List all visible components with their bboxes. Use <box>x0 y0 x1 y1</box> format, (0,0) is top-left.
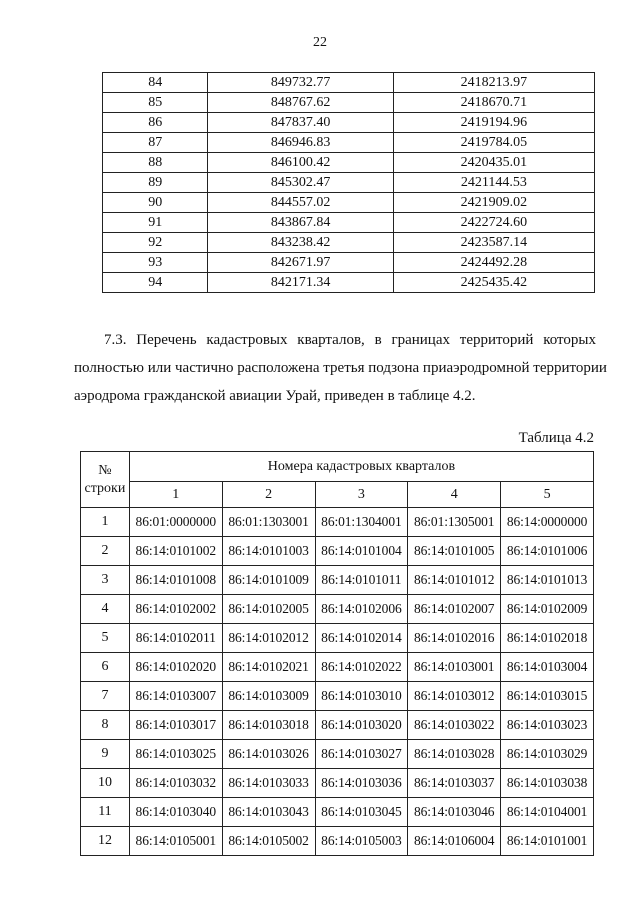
cadastral-number-cell: 86:14:0103018 <box>222 711 315 740</box>
cadastral-number-cell: 86:14:0103001 <box>408 653 501 682</box>
table-cell-x: 846946.83 <box>208 133 393 153</box>
cadastral-number-cell: 86:14:0101006 <box>501 537 594 566</box>
cadastral-number-cell: 86:14:0101011 <box>315 566 408 595</box>
table-cell-n: 90 <box>103 193 208 213</box>
table-row <box>103 133 595 153</box>
cadastral-number-cell: 86:14:0103036 <box>315 769 408 798</box>
table-cell-x: 849732.77 <box>208 73 393 93</box>
cadastral-number-cell: 86:14:0102022 <box>315 653 408 682</box>
table-row <box>103 233 595 253</box>
table-cell-y: 2423587.14 <box>393 233 594 253</box>
table-row <box>81 711 594 740</box>
table-cell-n: 84 <box>103 73 208 93</box>
table-row <box>103 193 595 213</box>
table-row <box>103 93 595 113</box>
table-cell-n: 92 <box>103 233 208 253</box>
cadastral-number-cell: 86:14:0101008 <box>129 566 222 595</box>
column-header-3: 3 <box>315 482 408 508</box>
row-number-header-label: № строки <box>84 462 126 496</box>
table-cell-x: 847837.40 <box>208 113 393 133</box>
coordinates-table <box>102 72 595 293</box>
cadastral-number-cell: 86:14:0103028 <box>408 740 501 769</box>
table-row <box>81 508 594 537</box>
table-row <box>81 595 594 624</box>
table-row <box>103 253 595 273</box>
cadastral-number-cell: 86:14:0102009 <box>501 595 594 624</box>
cadastral-number-cell: 86:14:0102012 <box>222 624 315 653</box>
cadastral-number-cell: 86:14:0103009 <box>222 682 315 711</box>
table-cell-n: 86 <box>103 113 208 133</box>
table-row <box>81 682 594 711</box>
table-cell-y: 2419784.05 <box>393 133 594 153</box>
cadastral-number-cell: 86:14:0106004 <box>408 827 501 856</box>
table-row <box>81 537 594 566</box>
cadastral-number-cell: 86:14:0101001 <box>501 827 594 856</box>
table-cell-y: 2422724.60 <box>393 213 594 233</box>
paragraph-7-3 <box>74 326 607 410</box>
cadastral-number-cell: 86:14:0000000 <box>501 508 594 537</box>
cadastral-number-cell: 86:14:0101013 <box>501 566 594 595</box>
cadastral-number-cell: 86:14:0105003 <box>315 827 408 856</box>
cadastral-number-cell: 86:14:0103023 <box>501 711 594 740</box>
table-cell-y: 2425435.42 <box>393 273 594 293</box>
cadastral-number-cell: 86:14:0103012 <box>408 682 501 711</box>
cadastral-number-cell: 86:14:0103040 <box>129 798 222 827</box>
cadastral-number-cell: 86:14:0103045 <box>315 798 408 827</box>
table-cell-x: 842171.34 <box>208 273 393 293</box>
page-number: 22 <box>313 35 327 50</box>
row-number: 2 <box>81 537 130 566</box>
table-cell-y: 2424492.28 <box>393 253 594 273</box>
table-cell-x: 843867.84 <box>208 213 393 233</box>
cadastral-number-cell: 86:14:0103015 <box>501 682 594 711</box>
table-cell-y: 2418670.71 <box>393 93 594 113</box>
table-cell-n: 93 <box>103 253 208 273</box>
table-cell-x: 842671.97 <box>208 253 393 273</box>
table-cell-x: 848767.62 <box>208 93 393 113</box>
table-cell-y: 2420435.01 <box>393 153 594 173</box>
cadastral-number-cell: 86:14:0101012 <box>408 566 501 595</box>
table-row <box>81 798 594 827</box>
table-cell-y: 2419194.96 <box>393 113 594 133</box>
cadastral-number-cell: 86:14:0105001 <box>129 827 222 856</box>
row-number: 11 <box>81 798 130 827</box>
cadastral-number-cell: 86:14:0104001 <box>501 798 594 827</box>
cadastral-number-cell: 86:14:0103033 <box>222 769 315 798</box>
paragraph-line: 7.3. Перечень кадастровых кварталов, в границах территорий которых <box>104 332 596 348</box>
cadastral-number-cell: 86:14:0101002 <box>129 537 222 566</box>
paragraph-line: аэродрома гражданской авиации Урай, приведен в таблице 4.2. <box>74 388 476 404</box>
cadastral-number-cell: 86:14:0103020 <box>315 711 408 740</box>
cadastral-number-cell: 86:14:0102002 <box>129 595 222 624</box>
table-row <box>81 653 594 682</box>
cadastral-number-cell: 86:01:0000000 <box>129 508 222 537</box>
cadastral-number-cell: 86:14:0103025 <box>129 740 222 769</box>
row-number-header <box>81 452 130 508</box>
table-row <box>103 73 595 93</box>
cadastral-number-cell: 86:14:0103010 <box>315 682 408 711</box>
cadastral-quarters-table <box>80 451 594 856</box>
table-cell-y: 2418213.97 <box>393 73 594 93</box>
table-cell-x: 844557.02 <box>208 193 393 213</box>
cadastral-number-cell: 86:14:0103046 <box>408 798 501 827</box>
table-cell-n: 85 <box>103 93 208 113</box>
row-number: 9 <box>81 740 130 769</box>
cadastral-number-cell: 86:14:0103032 <box>129 769 222 798</box>
cadastral-number-cell: 86:14:0102018 <box>501 624 594 653</box>
column-header-1: 1 <box>129 482 222 508</box>
row-number: 12 <box>81 827 130 856</box>
table-row <box>103 173 595 193</box>
table-cell-x: 843238.42 <box>208 233 393 253</box>
cadastral-number-cell: 86:01:1305001 <box>408 508 501 537</box>
table-cell-n: 94 <box>103 273 208 293</box>
table-cell-n: 89 <box>103 173 208 193</box>
table-row <box>103 213 595 233</box>
row-number: 3 <box>81 566 130 595</box>
cadastral-number-cell: 86:14:0102016 <box>408 624 501 653</box>
cadastral-number-cell: 86:14:0103026 <box>222 740 315 769</box>
paragraph-line: полностью или частично расположена третья подзона приаэродромной территории <box>74 360 607 376</box>
table-cell-y: 2421144.53 <box>393 173 594 193</box>
column-header-5: 5 <box>501 482 594 508</box>
row-number: 10 <box>81 769 130 798</box>
table-cell-n: 91 <box>103 213 208 233</box>
cadastral-number-cell: 86:14:0101009 <box>222 566 315 595</box>
group-header: Номера кадастровых кварталов <box>129 452 593 482</box>
table-row <box>103 273 595 293</box>
cadastral-number-cell: 86:14:0103029 <box>501 740 594 769</box>
cadastral-number-cell: 86:14:0101004 <box>315 537 408 566</box>
column-header-2: 2 <box>222 482 315 508</box>
table-row <box>81 624 594 653</box>
row-number: 8 <box>81 711 130 740</box>
cadastral-number-cell: 86:14:0103027 <box>315 740 408 769</box>
cadastral-number-cell: 86:14:0103017 <box>129 711 222 740</box>
cadastral-number-cell: 86:14:0101005 <box>408 537 501 566</box>
cadastral-number-cell: 86:14:0103043 <box>222 798 315 827</box>
cadastral-number-cell: 86:14:0102011 <box>129 624 222 653</box>
cadastral-number-cell: 86:14:0103038 <box>501 769 594 798</box>
table-cell-x: 845302.47 <box>208 173 393 193</box>
table-row <box>103 113 595 133</box>
cadastral-number-cell: 86:14:0102014 <box>315 624 408 653</box>
cadastral-number-cell: 86:14:0102005 <box>222 595 315 624</box>
row-number: 1 <box>81 508 130 537</box>
table-cell-n: 88 <box>103 153 208 173</box>
cadastral-number-cell: 86:14:0101003 <box>222 537 315 566</box>
table-caption: Таблица 4.2 <box>518 430 594 446</box>
table-row <box>81 769 594 798</box>
cadastral-number-cell: 86:01:1304001 <box>315 508 408 537</box>
cadastral-number-cell: 86:14:0102020 <box>129 653 222 682</box>
row-number: 7 <box>81 682 130 711</box>
cadastral-number-cell: 86:14:0103037 <box>408 769 501 798</box>
cadastral-number-cell: 86:14:0103022 <box>408 711 501 740</box>
cadastral-number-cell: 86:14:0102006 <box>315 595 408 624</box>
table-cell-x: 846100.42 <box>208 153 393 173</box>
cadastral-number-cell: 86:14:0103004 <box>501 653 594 682</box>
column-header-4: 4 <box>408 482 501 508</box>
table-row <box>81 740 594 769</box>
cadastral-number-cell: 86:14:0105002 <box>222 827 315 856</box>
row-number: 4 <box>81 595 130 624</box>
row-number: 5 <box>81 624 130 653</box>
cadastral-number-cell: 86:14:0103007 <box>129 682 222 711</box>
cadastral-number-cell: 86:01:1303001 <box>222 508 315 537</box>
table-row <box>103 153 595 173</box>
cadastral-number-cell: 86:14:0102007 <box>408 595 501 624</box>
table-row <box>81 827 594 856</box>
table-row <box>81 566 594 595</box>
cadastral-number-cell: 86:14:0102021 <box>222 653 315 682</box>
row-number: 6 <box>81 653 130 682</box>
table-cell-y: 2421909.02 <box>393 193 594 213</box>
table-cell-n: 87 <box>103 133 208 153</box>
